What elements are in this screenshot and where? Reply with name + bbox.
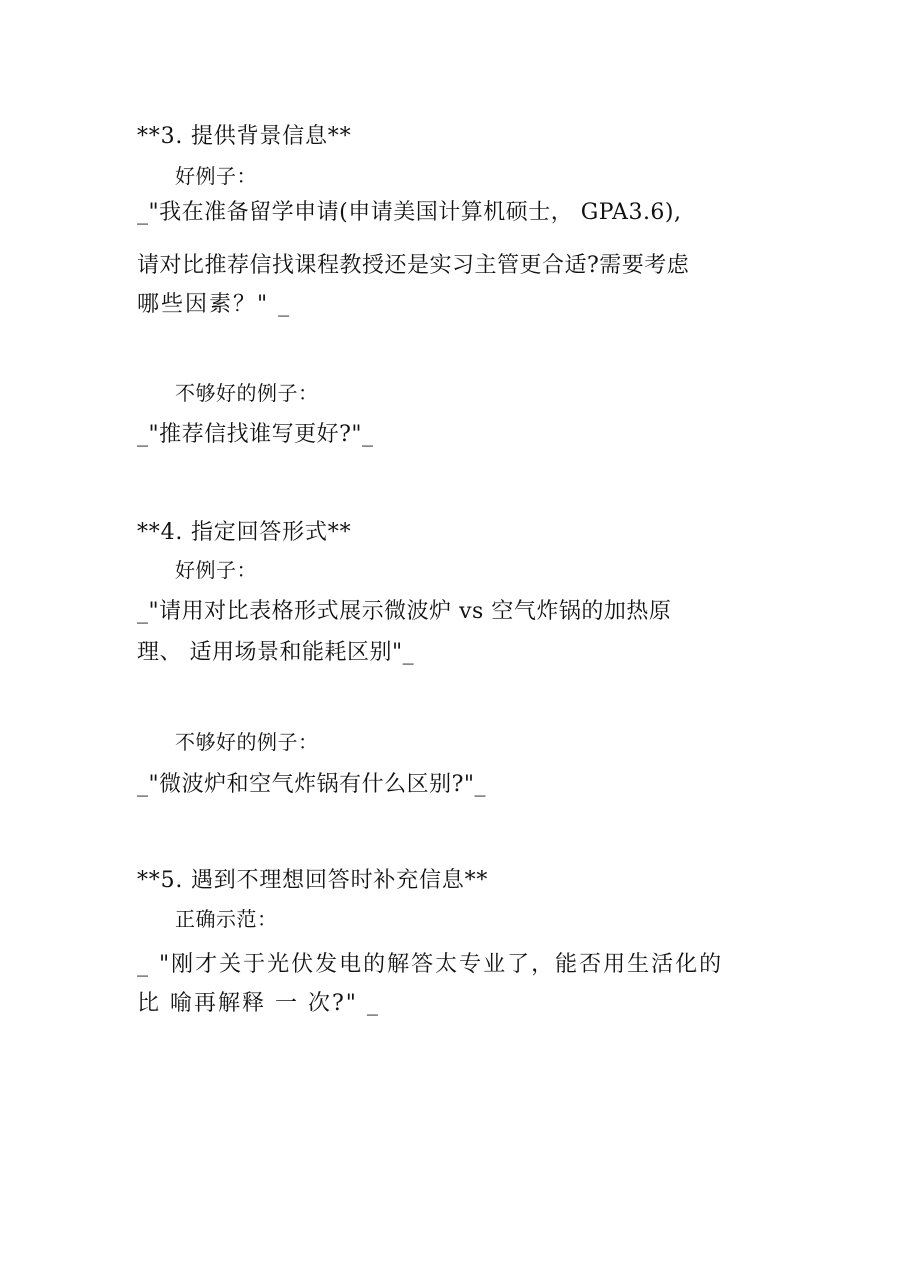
section-4-heading: **4. 指定回答形式** — [137, 520, 352, 545]
section-5-correct-line-2: 比 喻再解释 一 次?" _ — [137, 991, 380, 1016]
section-4-bad-line: _"微波炉和空气炸锅有什么区别?"_ — [137, 772, 487, 797]
section-3-good-label: 好例子： — [175, 164, 257, 188]
section-4-good-line-2: 理、 适用场景和能耗区别"_ — [137, 640, 415, 665]
section-3-bad-line: _"推荐信找谁写更好?"_ — [137, 422, 374, 447]
section-3-heading: **3. 提供背景信息** — [137, 124, 352, 149]
section-3-good-line-2: 请对比推荐信找课程教授还是实习主管更合适?需要考虑 — [137, 253, 690, 278]
section-4-good-label: 好例子： — [175, 558, 257, 582]
section-4-good-line-1: _"请用对比表格形式展示微波炉 vs 空气炸锅的加热原 — [137, 599, 672, 624]
section-3-good-line-1: _"我在准备留学申请(申请美国计算机硕士， GPA3.6), — [137, 200, 682, 225]
section-5-correct-line-1: _ "刚才关于光伏发电的解答太专业了，能否用生活化的 — [137, 952, 724, 977]
section-3-good-line-3: 哪些因素？" _ — [137, 292, 292, 317]
section-4-bad-label: 不够好的例子： — [175, 730, 319, 754]
section-5-correct-label: 正确示范： — [175, 907, 278, 931]
section-5-heading: **5. 遇到不理想回答时补充信息** — [137, 868, 489, 893]
section-3-bad-label: 不够好的例子： — [175, 381, 319, 405]
